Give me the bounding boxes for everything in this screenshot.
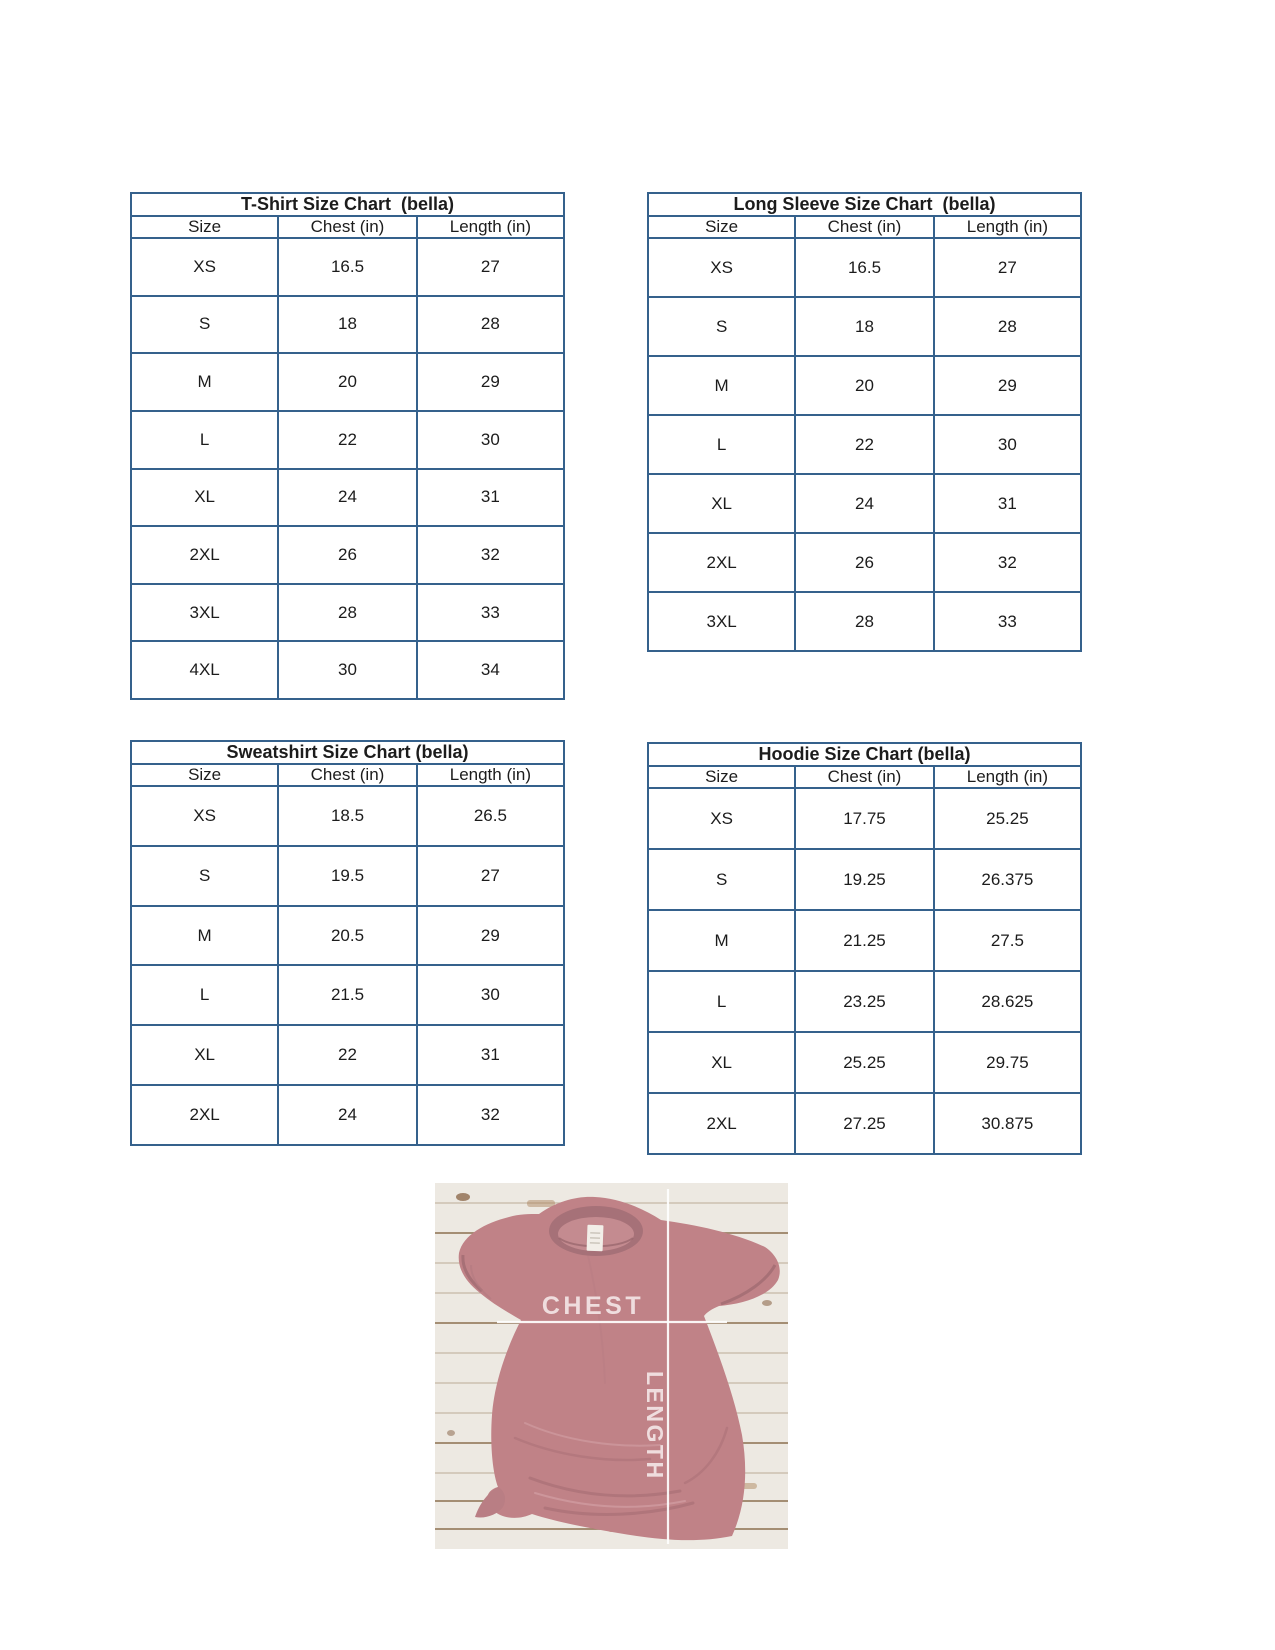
length-cell: 28.625 xyxy=(934,971,1081,1032)
chest-cell: 20 xyxy=(278,353,417,411)
wood-knot xyxy=(456,1193,470,1201)
length-cell: 33 xyxy=(934,592,1081,651)
table-row xyxy=(648,1032,1081,1093)
table-row xyxy=(131,786,564,846)
chest-cell: 23.25 xyxy=(795,971,934,1032)
length-cell: 29 xyxy=(934,356,1081,415)
length-cell: 27 xyxy=(417,846,564,906)
table-row xyxy=(648,415,1081,474)
shirt-measurement-photo xyxy=(435,1183,788,1549)
length-cell: 30 xyxy=(417,411,564,469)
chest-cell: 19.5 xyxy=(278,846,417,906)
size-cell: S xyxy=(648,849,795,910)
chest-cell: 27.25 xyxy=(795,1093,934,1154)
chest-cell: 30 xyxy=(278,641,417,699)
column-header: Length (in) xyxy=(417,216,564,238)
table-row xyxy=(648,474,1081,533)
length-cell: 29 xyxy=(417,353,564,411)
size-cell: XL xyxy=(648,474,795,533)
table-row xyxy=(131,906,564,966)
neck-tag xyxy=(587,1225,604,1252)
column-header: Length (in) xyxy=(934,216,1081,238)
table-row xyxy=(648,238,1081,297)
chest-cell: 26 xyxy=(795,533,934,592)
column-header: Length (in) xyxy=(934,766,1081,788)
size-cell: 2XL xyxy=(648,533,795,592)
length-cell: 27.5 xyxy=(934,910,1081,971)
chest-label: CHEST xyxy=(541,1292,645,1320)
size-cell: L xyxy=(131,965,278,1025)
size-cell: 2XL xyxy=(131,1085,278,1145)
table-row xyxy=(648,592,1081,651)
hoodie-size-chart-table xyxy=(647,742,1082,1155)
length-cell: 28 xyxy=(417,296,564,354)
size-cell: M xyxy=(131,353,278,411)
column-header: Size xyxy=(648,766,795,788)
table-row xyxy=(131,296,564,354)
chest-cell: 22 xyxy=(278,411,417,469)
table-row xyxy=(131,411,564,469)
chest-cell: 22 xyxy=(278,1025,417,1085)
size-cell: S xyxy=(648,297,795,356)
size-cell: XS xyxy=(648,788,795,849)
table-row xyxy=(648,356,1081,415)
size-cell: S xyxy=(131,296,278,354)
size-cell: XS xyxy=(648,238,795,297)
length-cell: 26.5 xyxy=(417,786,564,846)
chest-cell: 21.5 xyxy=(278,965,417,1025)
chest-cell: 28 xyxy=(795,592,934,651)
chest-cell: 17.75 xyxy=(795,788,934,849)
size-cell: XS xyxy=(131,238,278,296)
length-cell: 29.75 xyxy=(934,1032,1081,1093)
column-header: Chest (in) xyxy=(795,216,934,238)
table-row xyxy=(131,965,564,1025)
chest-cell: 22 xyxy=(795,415,934,474)
chest-cell: 18 xyxy=(795,297,934,356)
table-row xyxy=(648,788,1081,849)
wood-knot xyxy=(447,1430,455,1436)
table-row xyxy=(131,469,564,527)
size-cell: M xyxy=(648,910,795,971)
table-row xyxy=(648,297,1081,356)
length-cell: 31 xyxy=(417,469,564,527)
length-cell: 25.25 xyxy=(934,788,1081,849)
length-cell: 31 xyxy=(934,474,1081,533)
size-cell: 2XL xyxy=(131,526,278,584)
length-cell: 30 xyxy=(934,415,1081,474)
column-header: Chest (in) xyxy=(278,764,417,786)
chest-cell: 26 xyxy=(278,526,417,584)
table-row xyxy=(648,533,1081,592)
size-cell: L xyxy=(648,971,795,1032)
chest-cell: 18 xyxy=(278,296,417,354)
size-cell: 4XL xyxy=(131,641,278,699)
column-header: Length (in) xyxy=(417,764,564,786)
length-cell: 26.375 xyxy=(934,849,1081,910)
chest-cell: 24 xyxy=(278,469,417,527)
table-row xyxy=(131,846,564,906)
size-cell: M xyxy=(131,906,278,966)
length-label: LENGTH xyxy=(642,1371,668,1481)
wood-knot xyxy=(762,1300,772,1306)
chest-cell: 16.5 xyxy=(795,238,934,297)
length-cell: 32 xyxy=(934,533,1081,592)
length-cell: 32 xyxy=(417,1085,564,1145)
length-cell: 27 xyxy=(417,238,564,296)
chest-cell: 21.25 xyxy=(795,910,934,971)
column-header: Size xyxy=(131,764,278,786)
table-row xyxy=(648,971,1081,1032)
size-cell: M xyxy=(648,356,795,415)
table-row xyxy=(131,584,564,642)
column-header: Chest (in) xyxy=(278,216,417,238)
length-cell: 27 xyxy=(934,238,1081,297)
table-row xyxy=(131,238,564,296)
size-cell: S xyxy=(131,846,278,906)
chest-cell: 20.5 xyxy=(278,906,417,966)
length-cell: 30 xyxy=(417,965,564,1025)
sweatshirt-size-chart-table xyxy=(130,740,565,1146)
column-header: Chest (in) xyxy=(795,766,934,788)
length-cell: 32 xyxy=(417,526,564,584)
chest-cell: 20 xyxy=(795,356,934,415)
table-row xyxy=(131,1025,564,1085)
chest-cell: 16.5 xyxy=(278,238,417,296)
table-title: Hoodie Size Chart (bella) xyxy=(648,743,1081,766)
size-cell: 2XL xyxy=(648,1093,795,1154)
size-cell: 3XL xyxy=(648,592,795,651)
table-row xyxy=(648,910,1081,971)
tshirt-size-chart-table xyxy=(130,192,565,700)
size-cell: XS xyxy=(131,786,278,846)
length-cell: 28 xyxy=(934,297,1081,356)
table-row xyxy=(131,641,564,699)
column-header: Size xyxy=(648,216,795,238)
table-title: Sweatshirt Size Chart (bella) xyxy=(131,741,564,764)
length-cell: 30.875 xyxy=(934,1093,1081,1154)
long-sleeve-size-chart-table xyxy=(647,192,1082,652)
chest-cell: 19.25 xyxy=(795,849,934,910)
size-cell: L xyxy=(648,415,795,474)
chest-cell: 24 xyxy=(278,1085,417,1145)
table-row xyxy=(131,526,564,584)
chest-cell: 24 xyxy=(795,474,934,533)
size-cell: XL xyxy=(131,1025,278,1085)
table-title: Long Sleeve Size Chart (bella) xyxy=(648,193,1081,216)
size-cell: XL xyxy=(131,469,278,527)
chest-cell: 25.25 xyxy=(795,1032,934,1093)
size-cell: L xyxy=(131,411,278,469)
column-header: Size xyxy=(131,216,278,238)
length-cell: 31 xyxy=(417,1025,564,1085)
table-row xyxy=(131,1085,564,1145)
length-cell: 34 xyxy=(417,641,564,699)
size-cell: 3XL xyxy=(131,584,278,642)
chest-cell: 28 xyxy=(278,584,417,642)
table-row xyxy=(131,353,564,411)
chest-cell: 18.5 xyxy=(278,786,417,846)
table-row xyxy=(648,849,1081,910)
length-cell: 29 xyxy=(417,906,564,966)
size-cell: XL xyxy=(648,1032,795,1093)
table-title: T-Shirt Size Chart (bella) xyxy=(131,193,564,216)
table-row xyxy=(648,1093,1081,1154)
length-cell: 33 xyxy=(417,584,564,642)
